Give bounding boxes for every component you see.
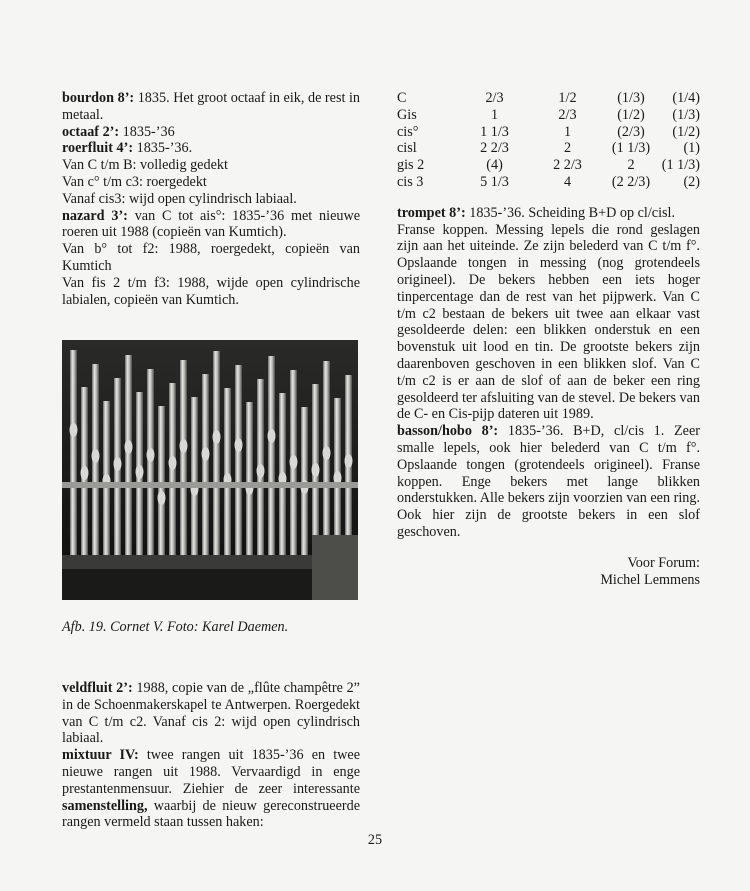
organ-pipe (158, 406, 165, 555)
pipe-mouth (213, 430, 221, 444)
table-row (397, 124, 700, 141)
table-cell-note: cis 3 (397, 173, 424, 190)
pipe-mouth (345, 454, 353, 468)
table-cell-value: (1/2) (617, 106, 645, 123)
pipe-mouth (202, 447, 210, 461)
pipe-mouth (92, 449, 100, 463)
table-cell-note: Gis (397, 106, 417, 123)
organ-pipe (235, 365, 242, 555)
table-cell-value: 2/3 (485, 90, 504, 106)
table-cell-value: (1) (683, 140, 700, 157)
organ-pipe (224, 388, 231, 555)
pipe-mouth (323, 446, 331, 460)
para-roerfluit: roerfluit 4’: 1835-’36. (62, 140, 193, 157)
table-cell-note: C (397, 90, 407, 106)
para-nazard-2: Van b° tot f2: 1988, roergedekt, copieën van Kumtich (62, 241, 360, 274)
table-cell-value: (1 1/3) (611, 140, 651, 157)
organ-pipes-photo (62, 340, 358, 600)
table-cell-value: 1/2 (558, 90, 577, 106)
table-cell-value: 2 2/3 (480, 140, 509, 157)
pipe-mouth (81, 466, 89, 480)
right-column (397, 90, 700, 588)
para-roerfluit-1: Van C t/m B: volledig gedekt (62, 157, 228, 174)
para-nazard: nazard 3’: van C tot ais°: 1835-’36 met nieuwe roeren uit 1988 (copieën van Kumtich). (62, 207, 360, 241)
table-cell-value: 5 1/3 (480, 173, 509, 190)
para-octaaf: octaaf 2’: 1835-’36 (62, 123, 175, 140)
table-cell-value: 2/3 (558, 106, 577, 123)
table-cell-note: cisl (397, 140, 417, 157)
table-cell-value: (2) (683, 173, 700, 190)
table-cell-value: (1/2) (672, 123, 700, 140)
para-trompet: trompet 8’: 1835-’36. Scheiding B+D op cl/cisl. (397, 204, 676, 221)
table-row (397, 157, 700, 174)
para-basson: basson/hobo 8’: 1835-’36. B+D, cl/cis 1. Zeer smalle lepels, ook hier belederd van C t/m f°. Opslaande tongen (grotendeels origineel). Franse koppen. Enge bekers met lange blikken onderstukken. Alle bekers zijn voorzien van een ring. Ook hier zijn de grootste bekers in een slof geschoven. (397, 423, 700, 540)
pipe-mouth (169, 456, 177, 470)
para-trompet-desc: Franse koppen. Messing lepels die rond geslagen zijn aan het uiteinde. Ze zijn belederd van C t/m f°. Opslaande tongen in messing (nog grotendeels origineel). De bekers hebben een iets hoger tinpercentage dan de rest van het pijpwerk. Van C t/m c2 bestaan de bekers uit twee aan elkaar vast gesoldeerde delen: een blikken onderstuk en een bovenstuk uit lood en tin. De grootste bekers zijn daarenboven geschoven in een blikken slof. Van C t/m c2 is er aan de slof of aan de beker een ring gesoldeerd ter afsluiting van de stevel. De bekers van de C- en Cis-pijp dateren uit 1989. (397, 221, 700, 423)
table-row (397, 107, 700, 124)
pipe-mouth (125, 440, 133, 454)
pipe-mouth (70, 423, 78, 437)
photo-drawing (62, 340, 358, 600)
signature-line-1: Voor Forum: (627, 554, 700, 571)
organ-pipe (180, 360, 187, 555)
pipe-mouth (158, 491, 166, 505)
signature-name: Michel Lemmens (600, 571, 700, 588)
pipe-mouth (180, 439, 188, 453)
table-cell-value: (1/3) (672, 106, 700, 123)
table-cell-value: (4) (486, 157, 503, 174)
para-nazard-3: Van fis 2 t/m f3: 1988, wijde open cylindrische labialen, copieën van Kumtich. (62, 274, 360, 308)
photo-caption: Afb. 19. Cornet V. Foto: Karel Daemen. (62, 619, 289, 635)
table-row (397, 90, 700, 107)
table-cell-value: (2/3) (617, 123, 645, 140)
pipe-mouth (268, 429, 276, 443)
table-cell-value: 1 (563, 123, 572, 140)
table-cell-value: (2 2/3) (611, 173, 651, 190)
table-cell-value: (1/3) (617, 90, 645, 106)
mixtuur-composition-table (397, 90, 700, 191)
organ-pipe (268, 356, 275, 555)
left-column-top (62, 90, 360, 308)
organ-pipe (191, 397, 198, 555)
table-row (397, 140, 700, 157)
signature-block (397, 555, 700, 589)
left-column-bottom (62, 680, 360, 831)
table-cell-value: 2 (627, 157, 635, 174)
table-cell-value: (1/4) (672, 90, 700, 106)
page-number: 25 (367, 832, 383, 848)
table-cell-value: (1 1/3) (661, 157, 700, 174)
organ-pipe (70, 350, 77, 555)
pipe-mouth (290, 455, 298, 469)
table-cell-value: 2 (563, 140, 572, 157)
para-mixtuur: mixtuur IV: twee rangen uit 1835-’36 en twee nieuwe rangen uit 1988. Vervaardigd in enge prestantenmensuur. Ziehier de zeer interessante samenstelling, waarbij de nieuw gereconstrueerde rangen vermeld staan tussen haken: (62, 747, 360, 831)
organ-pipe (202, 374, 209, 555)
table-cell-value: 4 (563, 173, 572, 190)
pipe-mouth (235, 438, 243, 452)
pipe-mouth (147, 448, 155, 462)
organ-pipe (246, 402, 253, 555)
para-roerfluit-2: Van c° t/m c3: roergedekt (62, 173, 207, 190)
table-cell-value: 1 (490, 106, 499, 123)
para-roerfluit-3: Vanaf cis3: wijd open cylindrisch labiaal. (62, 190, 297, 207)
pipe-mouth (136, 465, 144, 479)
table-cell-value: 2 2/3 (553, 157, 582, 174)
table-cell-note: gis 2 (397, 157, 425, 174)
para-veldfluit: veldfluit 2’: 1988, copie van de „flûte champêtre 2” in de Schoenmakerskapel te Antwerpen. Roergedekt van C t/m c2. Vanaf cis 2: wijd open cylindrisch labiaal. (62, 680, 360, 747)
para-bourdon: bourdon 8’: 1835. Het groot octaaf in eik, de rest in metaal. (62, 90, 360, 123)
pipe-mouth (312, 463, 320, 477)
table-cell-note: cis° (397, 123, 419, 140)
pipe-mouth (257, 464, 265, 478)
organ-pipe (213, 351, 220, 555)
pipe-mouth (114, 457, 122, 471)
table-row (397, 174, 700, 191)
organ-pipe (125, 355, 132, 555)
table-cell-value: 1 1/3 (480, 123, 509, 140)
